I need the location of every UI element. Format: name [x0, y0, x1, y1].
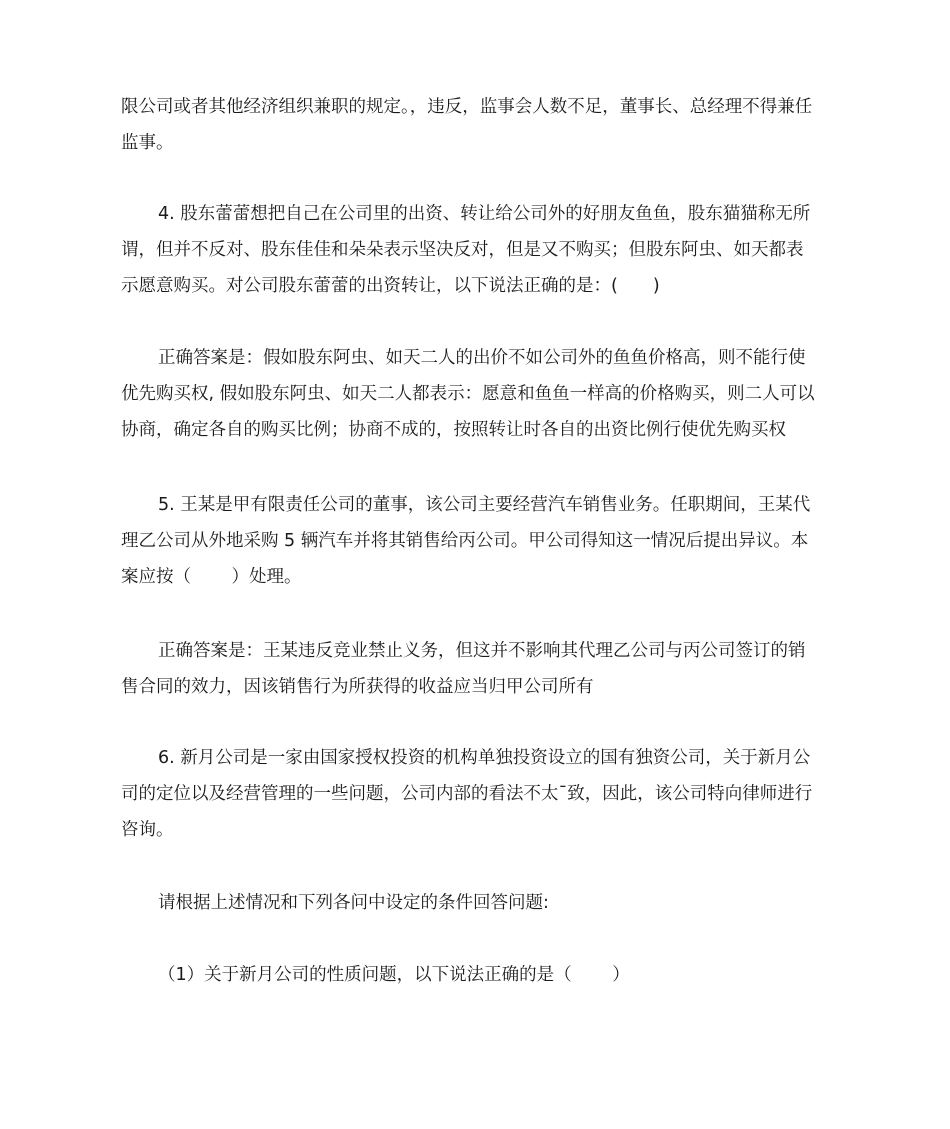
text-line: 优先购买权, 假如股东阿虫、如天二人都表示：愿意和鱼鱼一样高的价格购买，则二人可以 — [121, 384, 815, 404]
question-6-instruction — [121, 885, 833, 921]
question-5 — [121, 487, 833, 595]
text-line: 协商，确定各自的购买比例；协商不成的，按照转让时各自的出资比例行使优先购买权 — [121, 420, 786, 440]
text-line: 正确答案是：王某违反竞业禁止义务，但这并不影响其代理乙公司与丙公司签订的销 — [158, 641, 806, 661]
text-line: 5. 王某是甲有限责任公司的董事，该公司主要经营汽车销售业务。任职期间，王某代 — [158, 495, 811, 515]
question-6 — [121, 740, 833, 848]
text-line: 司的定位以及经营管理的一些问题，公司内部的看法不太¯致，因此，该公司特向律师进行 — [121, 784, 813, 804]
text-line: 案应按（ ）处理。 — [121, 567, 302, 587]
text-line: 请根据上述情况和下列各问中设定的条件回答问题: — [158, 893, 549, 913]
question-6-1 — [121, 957, 833, 993]
text-line: 限公司或者其他经济组织兼职的规定。，违反，监事会人数不足，董事长、总经理不得兼任 — [121, 97, 813, 117]
text-line: 示愿意购买。对公司股东蕾蕾的出资转让，以下说法正确的是：( ) — [121, 276, 660, 296]
text-line: 监事。 — [121, 133, 174, 153]
answer-5 — [121, 633, 833, 705]
text-line: 理乙公司从外地采购 5 辆汽车并将其销售给丙公司。甲公司得知这一情况后提出异议。本 — [121, 531, 809, 551]
text-line: 4. 股东蕾蕾想把自己在公司里的出资、转让给公司外的好朋友鱼鱼，股东猫猫称无所 — [158, 204, 811, 224]
answer-4 — [121, 340, 833, 448]
text-line: （1）关于新月公司的性质问题，以下说法正确的是（ ） — [158, 965, 630, 985]
text-line: 售合同的效力，因该销售行为所获得的收益应当归甲公司所有 — [121, 677, 594, 697]
question-4 — [121, 196, 833, 304]
text-line: 正确答案是：假如股东阿虫、如天二人的出价不如公司外的鱼鱼价格高，则不能行使 — [158, 348, 806, 368]
text-line: 谓，但并不反对、股东佳佳和朵朵表示坚决反对，但是又不购买；但股东阿虫、如天都表 — [121, 240, 804, 260]
text-line: 咨询。 — [121, 820, 174, 840]
text-line: 6. 新月公司是一家由国家授权投资的机构单独投资设立的国有独资公司，关于新月公 — [158, 748, 811, 768]
continuation-paragraph — [121, 89, 833, 161]
